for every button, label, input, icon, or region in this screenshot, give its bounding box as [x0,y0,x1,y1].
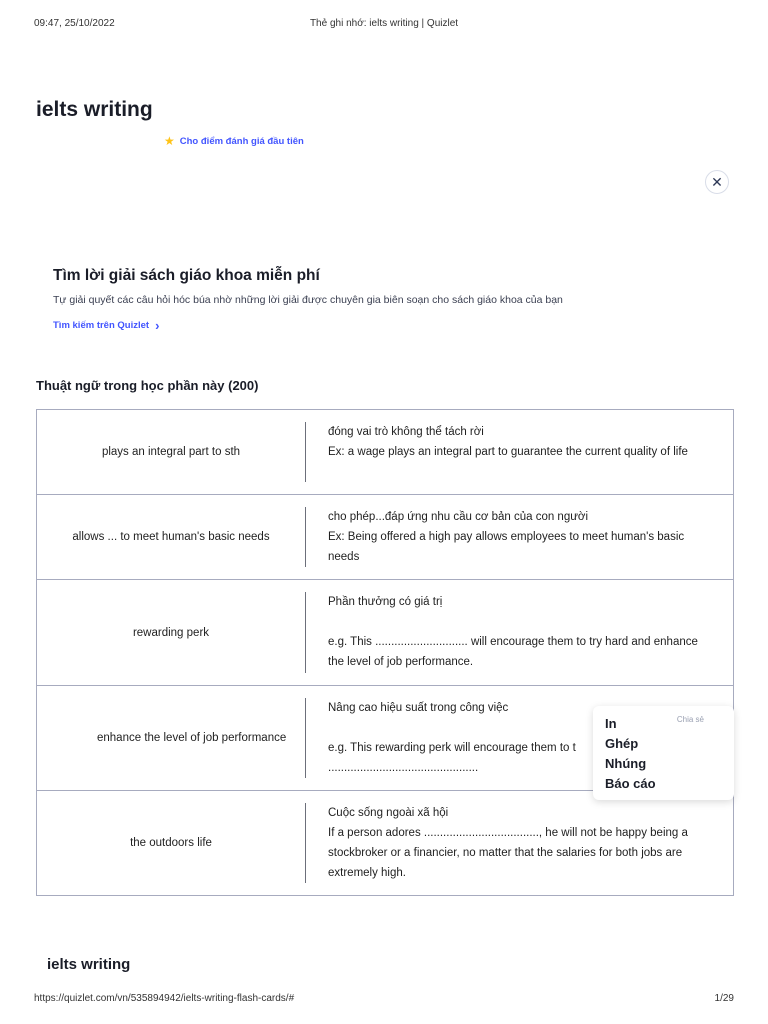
term-text: allows ... to meet human's basic needs [72,531,270,543]
table-row [37,580,733,686]
print-header [34,18,734,32]
term-text: plays an integral part to sth [101,446,241,458]
menu-item-combine[interactable]: Ghép [605,736,639,751]
search-quizlet-label: Tìm kiếm trên Quizlet [53,320,150,331]
table-row [37,791,733,895]
print-datetime: 09:47, 25/10/2022 [34,18,115,29]
table-row [37,410,733,495]
terms-table [36,409,734,896]
table-row [37,495,733,580]
star-icon: ★ [164,134,175,148]
promo-description: Tự giải quyết các câu hỏi hóc búa nhờ những lời giải được chuyên gia biên soạn cho sách giáo khoa của bạn [53,294,563,306]
definition-text: Cuộc sống ngoài xã hội If a person adores ...................................., he will not be happy being a stockbroker or a financier, no matter that the salaries for both jobs are extremely high. [328,807,688,879]
share-label[interactable]: Chia sẻ [676,715,704,724]
chevron-right-icon: › [155,317,160,333]
print-footer [34,993,734,1007]
print-url: https://quizlet.com/vn/535894942/ielts-writing-flash-cards/# [34,993,295,1004]
menu-item-print[interactable]: In [605,716,617,731]
page-title: ielts writing [36,98,153,121]
print-page-number: 1/29 [714,993,734,1004]
menu-item-report[interactable]: Báo cáo [605,776,656,791]
term-text: rewarding perk [132,626,210,639]
menu-item-embed[interactable]: Nhúng [605,756,647,771]
term-text: enhance the level of job performance [97,732,287,744]
promo-title: Tìm lời giải sách giáo khoa miễn phí [53,267,320,284]
definition-text: Nâng cao hiệu suất trong công việc e.g. This rewarding perk will encourage them to t ............................................... [328,702,576,774]
close-button[interactable] [705,170,729,194]
close-icon: ✕ [711,173,723,190]
rating-label: Cho điểm đánh giá đầu tiên [179,135,304,147]
definition-text: Phần thưởng có giá trị e.g. This ............................. will encourage them to try hard and enhance the level of job performance. [328,596,698,668]
definition-text: cho phép...đáp ứng nhu cầu cơ bản của con người Ex: Being offered a high pay allows employees to meet human's basic needs [328,511,685,563]
term-text: the outdoors life [130,837,212,849]
definition-text: đóng vai trò không thể tách rời Ex: a wage plays an integral part to guarantee the current quality of life [328,426,688,458]
search-quizlet-link[interactable] [53,317,160,333]
terms-heading: Thuật ngữ trong học phần này (200) [36,378,259,393]
bottom-set-title: ielts writing [47,956,131,973]
actions-menu [605,714,656,794]
actions-popover [593,706,734,800]
print-page-title: Thẻ ghi nhớ: ielts writing | Quizlet [309,18,459,29]
rate-first-button[interactable] [164,135,304,147]
